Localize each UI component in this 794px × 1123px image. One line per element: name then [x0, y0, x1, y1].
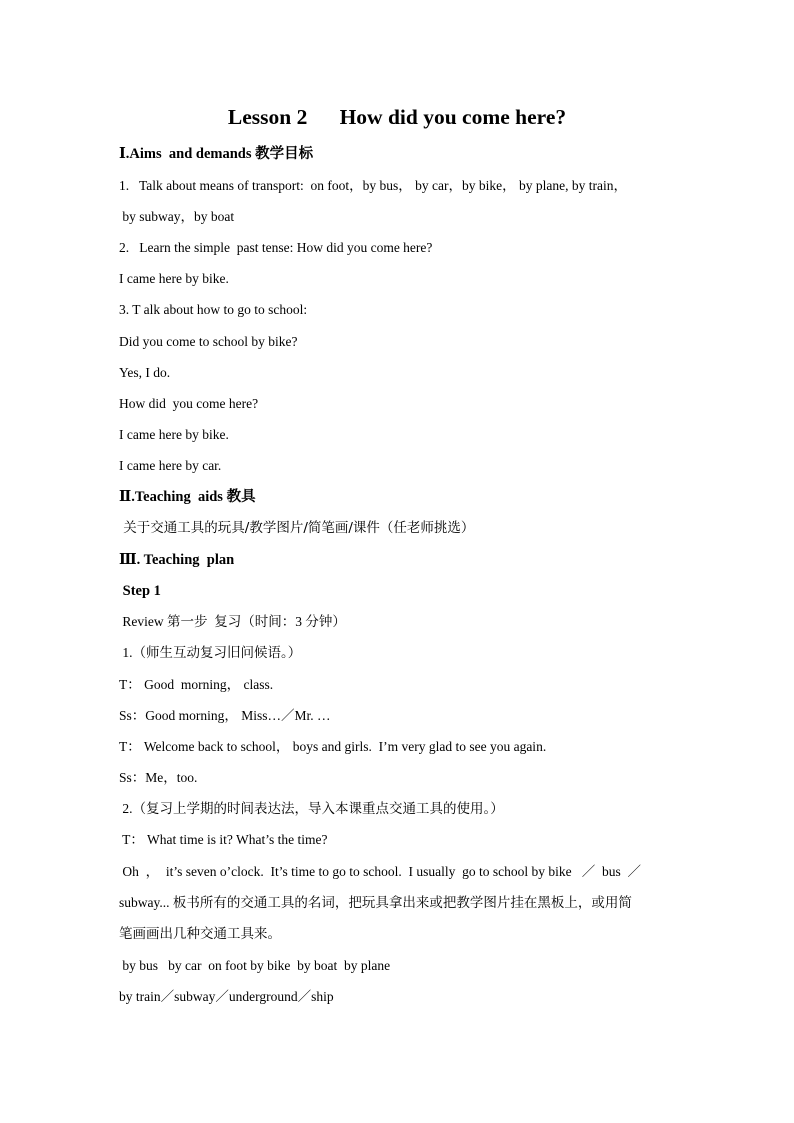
- dialogue-line: Ss：Me，too.: [119, 770, 198, 785]
- step-heading: Step 1: [119, 583, 161, 599]
- dialogue-line: Ss：Good morning， Miss…／Mr. …: [119, 708, 331, 723]
- body-line: 1. Talk about means of transport: on foot，by bus， by car，by bike， by plane, by train，: [119, 178, 627, 193]
- body-line: I came here by bike.: [119, 427, 229, 442]
- dialogue-line: T： Good morning， class.: [119, 677, 274, 692]
- body-line: Review 第一步 复习（时间：3 分钟）: [119, 614, 346, 629]
- body-line: I came here by car.: [119, 458, 222, 473]
- body-line: 笔画画出几种交通工具来。: [119, 926, 281, 941]
- body-line: 2.（复习上学期的时间表达法，导入本课重点交通工具的使用。）: [119, 801, 504, 816]
- body-line: 1.（师生互动复习旧问候语。）: [119, 645, 302, 660]
- body-line: Yes, I do.: [119, 365, 171, 380]
- body-line: Did you come to school by bike?: [119, 334, 298, 349]
- section-heading-teaching-aids: Ⅱ.Teaching aids 教具: [119, 489, 256, 505]
- body-line: 3. T alk about how to go to school:: [119, 302, 308, 317]
- section-heading-aims: Ⅰ.Aims and demands 教学目标: [119, 146, 314, 162]
- dialogue-line: T： What time is it? What’s the time?: [119, 832, 328, 847]
- body-line: I came here by bike.: [119, 271, 229, 286]
- section-heading-teaching-plan: Ⅲ. Teaching plan: [119, 552, 235, 568]
- body-line: 关于交通工具的玩具/教学图片/简笔画/课件（任老师挑选）: [119, 520, 475, 536]
- body-line: subway... 板书所有的交通工具的名词，把玩具拿出来或把教学图片挂在黑板上，或用简: [119, 895, 632, 910]
- body-line: by subway，by boat: [119, 209, 235, 224]
- body-line: Oh ， it’s seven o’clock. It’s time to go to school. I usually go to school by bike ／ bus ／: [119, 864, 641, 879]
- body-line: by train／subway／underground／ship: [119, 989, 334, 1004]
- body-line: How did you come here?: [119, 396, 259, 411]
- dialogue-line: T： Welcome back to school， boys and girls. I’m very glad to see you again.: [119, 739, 547, 754]
- body-line: 2. Learn the simple past tense: How did you come here?: [119, 240, 433, 255]
- body-line: by bus by car on foot by bike by boat by plane: [119, 958, 391, 973]
- lesson-title: Lesson 2 How did you come here?: [227, 105, 567, 129]
